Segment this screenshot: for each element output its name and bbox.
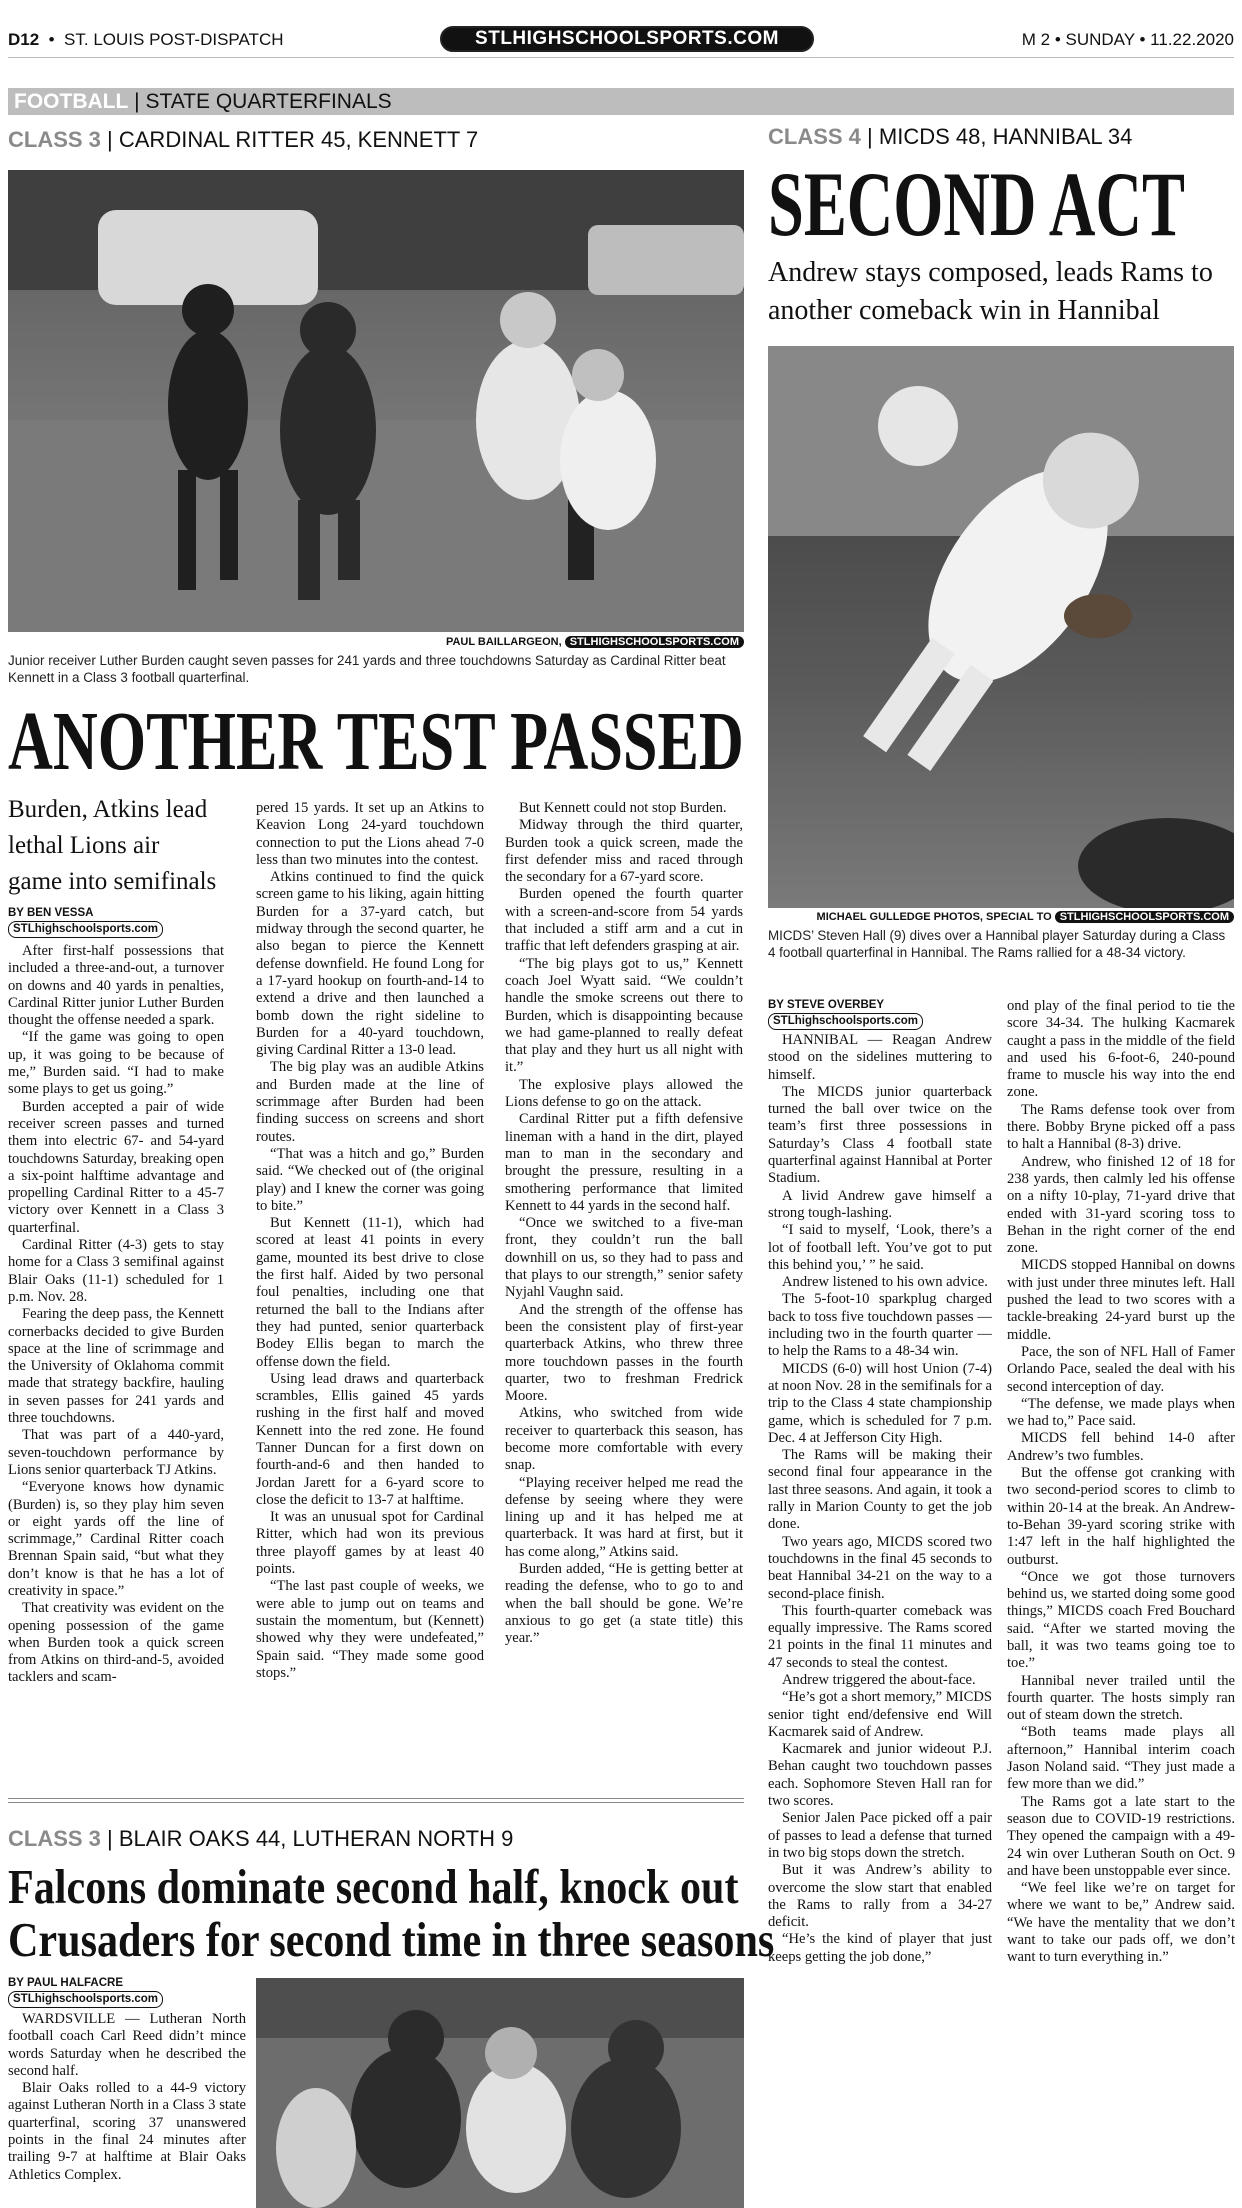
story1-col3: But Kennett could not stop Burden. Midway through the third quarter, Burden took a quick screen, made the first defender miss and raced through the secondary for a 67-yard score. Burden opened the fourth quarter with a screen-and-score from 54 yards that included a stiff arm and a cut in traffic that left defenders grasping at air. “The big plays got to us,” Kennett coach Joel Wyatt said. “We couldn’t handle the smoke screens out there to Burden, which is disappointing because we had game-planned to really defeat that play and they hurt us all night with it.” The explosive plays allowed the Lions defense to go on the attack. Cardinal Ritter put a fifth defensive lineman with a hand in the dirt, played man to man in the secondary and brought the pressure, resulting in a smothering performance that limited Kennett to 44 yards in the second half. “Once we switched to a five-man front, they couldn’t run the ball downhill on us, so they had to pass and that plays to our strength,” senior safety Nyjahl Vaughn said. And the strength of the offense has been the consistent play of first-year quarterback Atkins, who threw three more touchdown passes in the fourth quarter, two to freshman Fredrick Moore. Atkins, who switched from wide receiver to quarterback this season, has become more comfortable with every snap. “Playing receiver helped me read the defense by seeing where they were lining up and it has helped me at quarterback. It was hard at first, but it has come along,” Atkins said. Burden added, “He is getting better at reading the defense, who to go to and when the ball should be gone. We’re anxious to go get (a state title) this year.”: [505, 800, 743, 1647]
section-band: FOOTBALL | STATE QUARTERFINALS: [8, 88, 1234, 115]
story1-photo-credit: PAUL BAILLARGEON, STLHIGHSCHOOLSPORTS.COM: [8, 636, 744, 648]
page-date: M 2 • SUNDAY • 11.22.2020: [1021, 30, 1234, 49]
story3-col1: WARDSVILLE — Lutheran North football coach Carl Reed didn’t mince words Saturday when he described the second half. Blair Oaks rolled to a 44-9 victory against Lutheran North in a Class 3 state quarterfinal, scoring 37 unanswered points in the final 24 minutes after trailing 9-7 at halftime at Blair Oaks Athletics Complex.: [8, 2011, 246, 2183]
page-folio: D12 • ST. LOUIS POST-DISPATCH: [8, 30, 284, 49]
story3-photo: [256, 1978, 744, 2208]
story1-byline-site[interactable]: STLhighschoolsports.com: [8, 921, 163, 938]
story3-byline-site[interactable]: STLhighschoolsports.com: [8, 1991, 163, 2008]
story1-caption: Junior receiver Luther Burden caught seven passes for 241 yards and three touchdowns Saturday as Cardinal Ritter beat Kennett in a Class 3 football quarterfinal.: [8, 653, 726, 685]
story2-byline: BY STEVE OVERBEY STLhighschoolsports.com: [768, 998, 988, 1030]
story2-photo: [768, 346, 1234, 908]
story1-photo: [8, 170, 744, 632]
story2-kicker: CLASS 4 | MICDS 48, HANNIBAL 34: [768, 124, 1133, 149]
story-divider-2: [8, 1802, 744, 1803]
story1-headline: ANOTHER TEST PASSED: [8, 695, 744, 788]
story2-caption: MICDS’ Steven Hall (9) dives over a Hannibal player Saturday during a Class 4 football quarterfinal in Hannibal. The Rams rallied for a 48-34 victory.: [768, 928, 1226, 960]
site-logo[interactable]: STLHIGHSCHOOLSPORTS.COM: [440, 26, 814, 52]
story2-col1: HANNIBAL — Reagan Andrew stood on the sidelines muttering to himself. The MICDS junior quarterback turned the ball over twice on the team’s first three possessions in Saturday’s Class 4 football state quarterfinal against Hannibal at Porter Stadium. A livid Andrew gave himself a strong tough-lashing. “I said to myself, ‘Look, there’s a lot of football left. You’ve got to put this behind you,’ ” he said. Andrew listened to his own advice. The 5-foot-10 sparkplug charged back to toss five touchdown passes — including two in the fourth quarter — to help the Rams to a 48-34 win. MICDS (6-0) will host Union (7-4) at noon Nov. 28 in the semifinals for a trip to the Class 4 state championship game, which is scheduled for 7 p.m. Dec. 4 at Jefferson City High. The Rams will be making their second final four appearance in the last three seasons. And again, it took a rally in Marion County to get the job done. Two years ago, MICDS scored two touchdowns in the final 45 seconds to beat Hannibal 34-21 on the way to a second-place finish. This fourth-quarter comeback was equally impressive. The Rams scored 21 points in the final 11 minutes and 47 seconds to steal the contest. Andrew triggered the about-face. “He’s got a short memory,” MICDS senior tight end/defensive end Will Kacmarek said of Andrew. Kacmarek and junior wideout P.J. Behan caught two touchdown passes each. Sophomore Steven Hall ran for two scores. Senior Jalen Pace picked off a pair of passes to lead a defense that turned in two big stops down the stretch. But it was Andrew’s ability to overcome the slow start that enabled the Rams to rally from a 34-27 deficit. “He’s the kind of player that just keeps getting the job done,”: [768, 1032, 992, 1965]
story1-col1: After first-half possessions that included a three-and-out, a turnover on downs and 40 yards in penalties, Cardinal Ritter junior Luther Burden thought the offense needed a spark. “If the game was going to open up, it was going to be because of me,” Burden said. “I had to make some plays to get us going.” Burden accepted a pair of wide receiver screen passes and turned them into electric 67- and 54-yard touchdowns Saturday, breaking open a six-point halftime advantage and propelling Cardinal Ritter to a 45-7 victory over Kennett in a Class 3 quarterfinal. Cardinal Ritter (4-3) gets to stay home for a Class 3 semifinal against Blair Oaks (11-1) scheduled for 1 p.m. Nov. 28. Fearing the deep pass, the Kennett cornerbacks decided to give Burden space at the line of scrimmage and the University of Oklahoma commit made that strategy backfire, hauling in seven passes for 241 yards and three touchdowns. That was part of a 440-yard, seven-touchdown performance by Lions senior quarterback TJ Atkins. “Everyone knows how dynamic (Burden) is, so they play him seven or eight yards off the line of scrimmage,” Cardinal Ritter coach Brennan Spain said, “but what they don’t know is that he has a lot of creativity in space.” That creativity was evident on the opening possession of the game when Burden took a quick screen from Atkins on third-and-5, avoided tacklers and scam-: [8, 943, 224, 1686]
story2-col2: ond play of the final period to tie the score 34-34. The hulking Kacmarek caught a pass in the middle of the field and used his 6-foot-6, 240-pound frame to muscle his way into the end zone. The Rams defense took over from there. Bobby Bryne picked off a pass to halt a Hannibal (8-3) drive. Andrew, who finished 12 of 18 for 238 yards, then calmly led his offense on a nifty 10-play, 71-yard drive that ended with 31-yard scoring toss to Behan in the right corner of the end zone. MICDS stopped Hannibal on downs with just under three minutes left. Hall pushed the lead to two scores with a tackle-breaking 24-yard burst up the middle. Pace, the son of NFL Hall of Famer Orlando Pace, sealed the deal with his second interception of day. “The defense, we made plays when we had to,” Pace said. MICDS fell behind 14-0 after Andrew’s two fumbles. But the offense got cranking with two second-period scores to climb to within 20-14 at the break. An Andrew-to-Behan 39-yard scoring strike with 1:47 left in the half highlighted the outburst. “Once we got those turnovers behind us, we started doing some good things,” MICDS coach Fred Bouchard said. “After we started moving the ball, it was two teams going toe to toe.” Hannibal never trailed until the fourth quarter. The hosts simply ran out of steam down the stretch. “Both teams made plays all afternoon,” Hannibal interim coach Jason Noland said. “They just made a few more than we did.” The Rams got a late start to the season due to COVID-19 restrictions. They opened the campaign with a 49-24 win over Lutheran South on Oct. 9 and have been unstoppable ever since. “We feel like we’re on target for where we want to be,” Andrew said. “We have the mentality that we don’t want to take our pads off, we don’t want to turn everything in.”: [1007, 998, 1235, 1966]
page-header: [8, 28, 1234, 58]
story2-byline-site[interactable]: STLhighschoolsports.com: [768, 1013, 923, 1030]
story1-deck: Burden, Atkins lead lethal Lions air game into semifinals: [8, 796, 217, 895]
story2-headline: SECOND ACT: [768, 153, 1185, 255]
story-divider: [8, 1798, 744, 1799]
story1-col2: pered 15 yards. It set up an Atkins to Keavion Long 24-yard touchdown connection to put the Lions ahead 7-0 less than two minutes into the contest. Atkins continued to find the quick screen game to his liking, again hitting Burden for a 37-yard catch, but midway through the second quarter, he also began to pierce the Kennett defense downfield. He found Long for a 17-yard hookup on fourth-and-14 to extend a drive and then launched a bomb down the right sideline to Burden for a 40-yard touchdown, giving Cardinal Ritter a 13-0 lead. The big play was an audible Atkins and Burden made at the line of scrimmage after Burden had been finding success on screens and short routes. “That was a hitch and go,” Burden said. “We checked out of (the original play) and I knew the corner was going to bite.” But Kennett (11-1), which had scored at least 41 points in every game, mounted its best drive to close the first half. Aided by two personal foul penalties, including one that returned the ball to the Indians after they had punted, senior quarterback Bodey Ellis began to march the offense down the field. Using lead draws and quarterback scrambles, Ellis gained 45 yards rushing in the first half and moved Kennett into the red zone. He found Tanner Duncan for a first down on fourth-and-6 and then handed to Jordan Jarett for a 6-yard score to close the deficit to 13-7 at halftime. It was an unusual spot for Cardinal Ritter, which had won its previous three playoff games by at least 40 points. “The last past couple of weeks, we were able to jump out on teams and sustain the momentum, but (Kennett) showed why they were undefeated,” Spain said. “They made some good stops.”: [256, 800, 484, 1681]
story3-headline-2: Crusaders for second time in three seasons: [8, 1912, 775, 1967]
story1-byline: BY BEN VESSA STLhighschoolsports.com: [8, 906, 218, 938]
story2-photo-credit: MICHAEL GULLEDGE PHOTOS, SPECIAL TO STLHIGHSCHOOLSPORTS.COM: [768, 911, 1234, 923]
story3-kicker: CLASS 3 | BLAIR OAKS 44, LUTHERAN NORTH 9: [8, 1826, 514, 1851]
story3-headline-1: Falcons dominate second half, knock out: [8, 1859, 739, 1914]
story3-byline: BY PAUL HALFACRE STLhighschoolsports.com: [8, 1976, 248, 2008]
story2-deck: Andrew stays composed, leads Rams to another comeback win in Hannibal: [768, 257, 1213, 326]
story1-kicker: CLASS 3 | CARDINAL RITTER 45, KENNETT 7: [8, 127, 479, 152]
